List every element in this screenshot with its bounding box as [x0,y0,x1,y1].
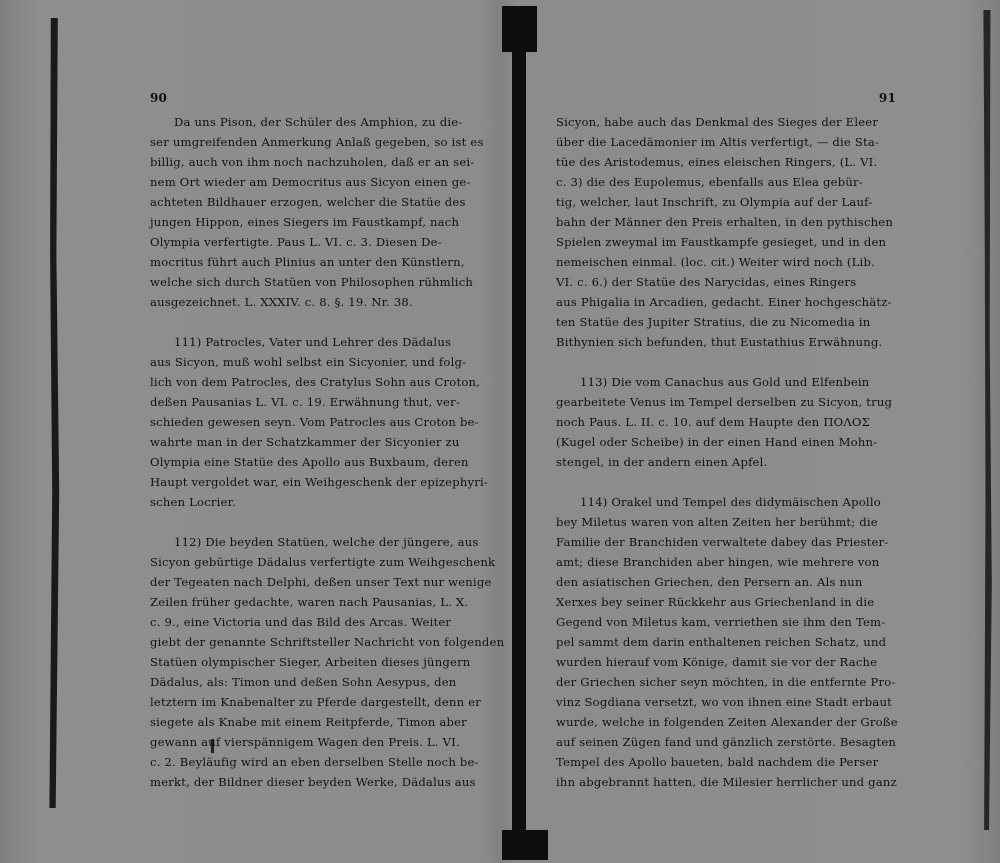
text-line: bahn der Männer den Preis erhalten, in den pythischen [556,215,894,229]
text-line: aus Phigalia in Arcadien, gedacht. Einer hochgeschätz- [556,295,892,309]
text-line: Dädalus, als: Timon und deßen Sohn Aesypus, den [150,675,457,689]
left-page [150,88,505,812]
text-line: tig, welcher, laut Inschrift, zu Olympia auf der Lauf- [556,195,873,209]
text-line: der Griechen sicher seyn möchten, in die entfernte Pro- [556,675,896,689]
text-line: siegete als Knabe mit einem Reitpferde, Timon aber [150,715,467,729]
text-line: tüe des Aristodemus, eines eleischen Ringers, (L. VI. [556,155,878,169]
text-line: stengel, in der andern einen Apfel. [556,455,768,469]
text-line: schieden gewesen seyn. Vom Patrocles aus Croton be- [150,415,479,429]
text-line: lich von dem Patrocles, des Cratylus Sohn aus Croton, [150,375,481,389]
right-page [556,88,896,812]
text-line: welche sich durch Statüen von Philosophen rühmlich [150,275,474,289]
text-line: pel sammt dem darin enthaltenen reichen Schatz, und [556,635,887,649]
text-line: ihn abgebrannt hatten, die Milesier herrlicher und ganz [556,775,897,789]
text-line: vinz Sogdiana versetzt, wo von ihnen eine Stadt erbaut [556,695,892,709]
text-line: VI. c. 6.) der Statüe des Narycidas, eines Ringers [556,275,857,289]
text-line: jungen Hippon, eines Siegers im Faustkampf, nach [150,215,460,229]
page-number: 91 [878,91,896,105]
text-line: wahrte man in der Schatzkammer der Sicyonier zu [150,435,460,449]
text-line: c. 3) die des Eupolemus, ebenfalls aus Elea gebür- [556,175,863,189]
text-line: über die Lacedämonier im Altis verfertigt, — die Sta- [556,135,880,149]
paragraph [556,372,896,472]
text-line: Bithynien sich befunden, thut Eustathius Erwähnung. [556,335,883,349]
text-line: der Tegeaten nach Delphi, deßen unser Text nur wenige [150,575,492,589]
text-line: ten Statüe des Jupiter Stratius, die zu Nicomedia in [556,315,871,329]
text-line: gewann auf vierspännigem Wagen den Preis. L. VI. [150,735,460,749]
text-line: gearbeitete Venus im Tempel derselben zu Sicyon, trug [556,395,893,409]
text-line: 114) Orakel und Tempel des didymäischen Apollo [580,495,881,509]
text-line: ser umgreifenden Anmerkung Anlaß gegeben, so ist es [150,135,484,149]
text-line: Gegend von Miletus kam, verriethen sie ihm den Tem- [556,615,886,629]
text-line: schen Locrier. [150,495,236,509]
text-line: merkt, der Bildner dieser beyden Werke, Dädalus aus [150,775,476,789]
text-line: Statüen olympischer Sieger, Arbeiten dieses jüngern [150,655,471,669]
text-line: c. 2. Beyläufig wird an eben derselben Stelle noch be- [150,755,479,769]
text-line: c. 9., eine Victoria und das Bild des Arcas. Weiter [150,615,452,629]
text-line: amt; diese Branchiden aber hingen, wie mehrere von [556,555,880,569]
paragraph [150,532,505,792]
page-number: 90 [150,91,168,105]
page-body [556,112,896,792]
text-line: letztern im Knabenalter zu Pferde dargestellt, denn er [150,695,481,709]
text-line: Sicyon gebürtige Dädalus verfertigte zum Weihgeschenk [150,555,496,569]
text-line: Familie der Branchiden verwaltete dabey das Priester- [556,535,889,549]
page-body [150,112,505,792]
text-line: Olympia eine Statüe des Apollo aus Buxbaum, deren [150,455,469,469]
text-line: Xerxes bey seiner Rückkehr aus Griechenland in die [556,595,875,609]
text-line: nem Ort wieder am Democritus aus Sicyon einen ge- [150,175,471,189]
text-line: nemeischen einmal. (loc. cit.) Weiter wird noch (Lib. [556,255,875,269]
text-line: wurde, welche in folgenden Zeiten Alexander der Große [556,715,898,729]
text-line: aus Sicyon, muß wohl selbst ein Sicyonier, und folg- [150,355,467,369]
paragraph [556,112,896,352]
text-line: billig, auch von ihm noch nachzuholen, daß er an sei- [150,155,475,169]
text-line: achteten Bildhauer erzogen, welcher die Statüe des [150,195,466,209]
text-line: den asiatischen Griechen, den Persern an. Als nun [556,575,863,589]
text-line: 111) Patrocles, Vater und Lehrer des Dädalus [174,335,452,349]
text-line: wurden hierauf vom Könige, damit sie vor der Rache [556,655,878,669]
gutter-shadow-bottom [502,830,548,860]
text-line: Zeilen früher gedachte, waren nach Pausanias, L. X. [150,595,469,609]
text-line: Olympia verfertigte. Paus L. VI. c. 3. Diesen De- [150,235,442,249]
text-line: ausgezeichnet. L. XXXIV. c. 8. §. 19. Nr. 38. [150,295,413,309]
text-line: 112) Die beyden Statüen, welche der jüngere, aus [174,535,479,549]
text-line: Da uns Pison, der Schüler des Amphion, zu die- [174,115,463,129]
paragraph [150,112,488,312]
text-line: auf seinen Zügen fand und gänzlich zerstörte. Besagten [556,735,897,749]
book-gutter [512,30,526,840]
text-line: Haupt vergoldet war, ein Weihgeschenk der epizephyri- [150,475,489,489]
text-line: Spielen zweymal im Faustkampfe gesieget, und in den [556,235,887,249]
text-line: 113) Die vom Canachus aus Gold und Elfenbein [580,375,870,389]
text-line: Tempel des Apollo baueten, bald nachdem die Perser [556,755,879,769]
text-line: (Kugel oder Scheibe) in der einen Hand einen Mohn- [556,435,878,449]
text-line: deßen Pausanias L. VI. c. 19. Erwähnung thut, ver- [150,395,460,409]
text-line: bey Miletus waren von alten Zeiten her berühmt; die [556,515,878,529]
text-line: noch Paus. L. II. c. 10. auf dem Haupte den ΠΟΛΟΣ [556,415,871,429]
paragraph [150,332,488,512]
text-line: giebt der genannte Schriftsteller Nachricht von folgenden [150,635,505,649]
text-line: mocritus führt auch Plinius an unter den Künstlern, [150,255,465,269]
text-line: Sicyon, habe auch das Denkmal des Sieges der Eleer [556,115,879,129]
paragraph [556,492,896,792]
